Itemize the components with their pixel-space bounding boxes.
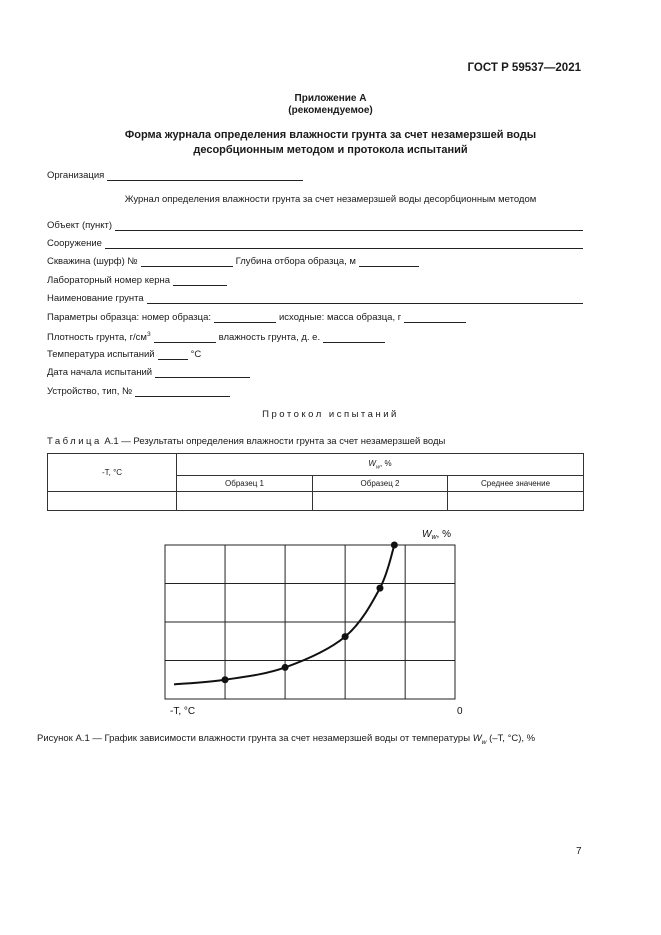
density-blank[interactable] <box>154 333 216 343</box>
results-table <box>47 453 584 511</box>
density-row <box>47 331 583 343</box>
table-header-moisture: $W_w$, % <box>177 454 584 476</box>
appendix-subtitle: (рекомендуемое) <box>288 105 373 116</box>
chart-data-point <box>282 664 289 671</box>
table-label-word: Таблица <box>47 436 102 447</box>
table-header-average: Среднее значение <box>448 476 584 492</box>
chart-x-label: -T, °C <box>170 706 196 717</box>
figure-caption: Рисунок А.1 — График зависимости влажности грунта за счет незамерзшей воды от температуры $W_w$ (–T, °C), % <box>37 733 536 746</box>
lab-number-row <box>47 275 583 286</box>
form-title-line1: Форма журнала определения влажности грунта за счет незамерзшей воды <box>124 129 537 141</box>
chart-data-point <box>342 633 349 640</box>
device-blank[interactable] <box>135 387 230 397</box>
table-cell-empty[interactable] <box>313 492 448 511</box>
device-label: Устройство, тип, № <box>47 386 133 397</box>
params-label: Параметры образца: номер образца: <box>47 312 211 323</box>
soil-name-label: Наименование грунта <box>47 293 144 304</box>
chart-data-point <box>376 585 383 592</box>
lab-number-label: Лабораторный номер керна <box>47 275 171 286</box>
appendix-title: Приложение А <box>294 93 367 104</box>
organization-row <box>47 170 303 181</box>
params-row <box>47 312 583 323</box>
chart-curve <box>174 545 394 684</box>
temperature-label: Температура испытаний <box>47 349 155 360</box>
temperature-row <box>47 349 583 360</box>
document-standard-header: ГОСТ Р 59537—2021 <box>467 62 581 74</box>
table-caption <box>47 436 445 447</box>
well-row <box>47 256 583 267</box>
initial-mass-blank[interactable] <box>404 313 466 323</box>
table-header-temperature: -T, °С <box>48 454 177 492</box>
table-cell-empty[interactable] <box>448 492 584 511</box>
start-date-blank[interactable] <box>155 368 250 378</box>
depth-blank[interactable] <box>359 257 419 267</box>
form-title-line2: десорбционным методом и протокола испытаний <box>193 144 468 156</box>
density-label: Плотность грунта, $г/см^3$ <box>47 331 151 344</box>
moisture-blank[interactable] <box>323 333 385 343</box>
table-caption-text: А.1 — Результаты определения влажности грунта за счет незамерзшей воды <box>104 436 446 447</box>
device-row <box>47 386 583 397</box>
table-row <box>48 492 584 511</box>
protocol-title: Протокол испытаний <box>262 409 399 420</box>
initial-mass-label: исходные: масса образца, г <box>279 312 402 323</box>
temperature-blank[interactable] <box>158 350 188 360</box>
chart-data-point <box>222 676 229 683</box>
depth-label: Глубина отбора образца, м <box>235 256 356 267</box>
moisture-temperature-chart <box>150 520 480 720</box>
organization-blank[interactable] <box>107 171 303 181</box>
table-cell-empty[interactable] <box>177 492 313 511</box>
chart-x-origin-label: 0 <box>457 706 463 717</box>
moisture-label: влажность грунта, д. е. <box>218 332 321 344</box>
well-label: Скважина (шурф) № <box>47 256 138 267</box>
structure-label: Сооружение <box>47 238 102 249</box>
journal-title: Журнал определения влажности грунта за счет незамерзшей воды десорбционным методом <box>124 194 537 205</box>
object-row <box>47 220 583 231</box>
structure-row <box>47 238 583 249</box>
structure-blank[interactable] <box>105 239 583 249</box>
table-header-sample1: Образец 1 <box>177 476 313 492</box>
table-header-sample2: Образец 2 <box>313 476 448 492</box>
start-date-label: Дата начала испытаний <box>47 367 153 378</box>
soil-name-blank[interactable] <box>147 294 583 304</box>
table-cell-empty[interactable] <box>48 492 177 511</box>
soil-name-row <box>47 293 583 304</box>
page-number: 7 <box>576 846 582 857</box>
start-date-row <box>47 367 583 378</box>
chart-y-label: $W_w$, % <box>422 529 451 541</box>
object-label: Объект (пункт) <box>47 220 113 231</box>
well-blank[interactable] <box>141 257 233 267</box>
chart-points <box>222 542 398 684</box>
chart-grid <box>165 545 455 699</box>
object-blank[interactable] <box>115 221 583 231</box>
sample-number-blank[interactable] <box>214 313 276 323</box>
lab-number-blank[interactable] <box>173 276 227 286</box>
temperature-unit: °C <box>190 349 202 360</box>
organization-label: Организация <box>47 170 105 181</box>
chart-data-point <box>391 542 398 549</box>
